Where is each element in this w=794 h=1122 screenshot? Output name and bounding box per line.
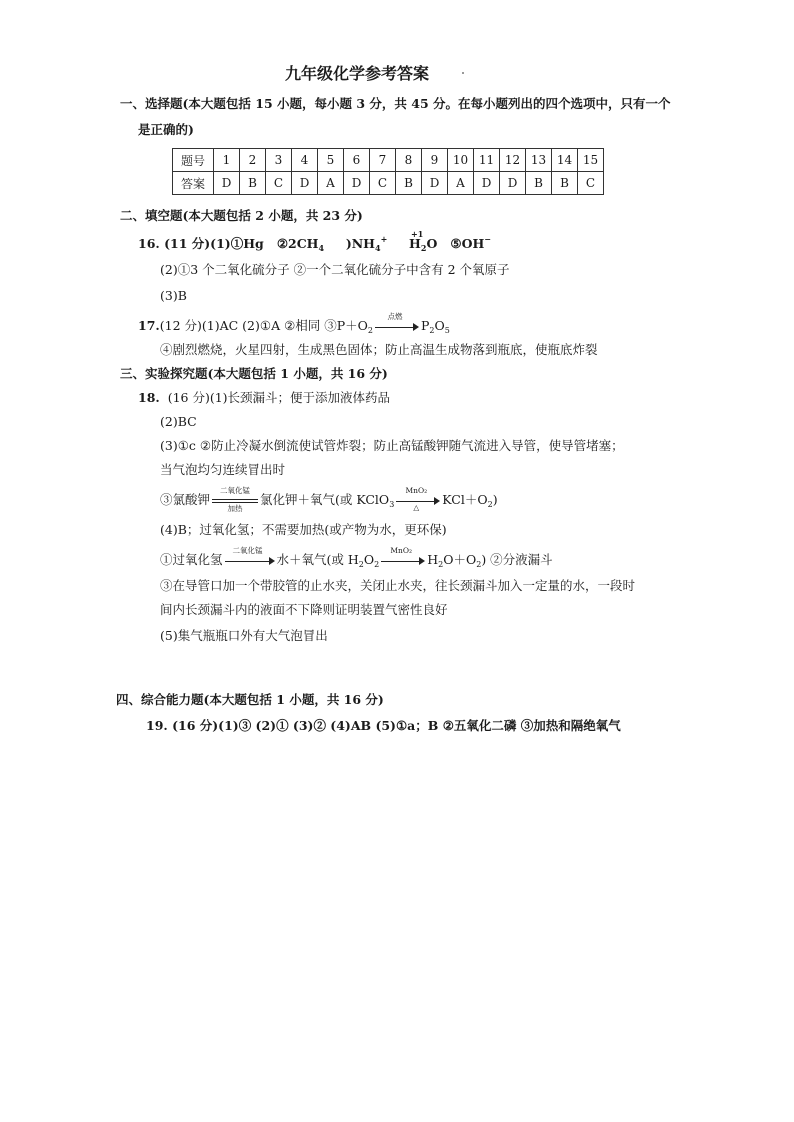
table-cell-number: 15 [578,149,604,172]
q18-l5c-sub: 2 [487,500,493,509]
q18-l7c: H [427,552,439,567]
reaction-arrow [225,545,275,568]
q18-l5b: 氯化钾＋氧气(或 KClO [260,492,390,507]
q16-part2: ②2CH [276,236,319,251]
q18-l7c-sub2: 2 [476,560,482,569]
table-cell-number: 4 [292,149,318,172]
table-cell-number: 2 [240,149,266,172]
answer-table [172,148,604,195]
q18-l5d: ) [492,492,498,507]
q16-line1 [138,229,491,253]
table-cell-number: 11 [474,149,500,172]
q18-l7b: 水＋氧气(或 H [276,552,359,567]
q18-l7c-sub: 2 [438,560,444,569]
q18-number: 18. [138,390,160,405]
q16-part5-sup: − [484,234,491,244]
table-cell-number: 5 [318,149,344,172]
table-cell-answer: A [318,172,344,195]
q18-l7b-sub2: 2 [374,560,380,569]
q18-line5 [160,485,498,513]
scan-dot [462,72,464,74]
q18-line10: (5)集气瓶瓶口外有大气泡冒出 [160,628,328,643]
q17-part-b: P [421,318,430,333]
table-cell-answer: B [552,172,578,195]
q18-l7b2: O [363,552,375,567]
q16-part3: )NH [345,236,375,251]
table-cell-number: 14 [552,149,578,172]
q18-line3: (3)①c ②防止冷凝水倒流使试管炸裂；防止高锰酸钾随气流进入导管，使导管堵塞； [160,438,624,453]
section1-heading-cont: 是正确的) [138,122,194,137]
q17-part-b2: O [434,318,445,333]
q16-part4-sub: 2 [420,243,427,253]
q17-part-b-sub2: 5 [444,326,450,335]
table-cell-answer: D [422,172,448,195]
table-cell-number: 10 [448,149,474,172]
table-row-numbers [173,149,604,172]
table-cell-answer: C [266,172,292,195]
q18-line4: 当气泡均匀连续冒出时 [160,462,286,477]
table-cell-number: 6 [344,149,370,172]
q16-part4b: O [426,236,438,251]
q16-part4-sup: +1 [411,229,424,239]
q18-l1: (16 分)(1)长颈漏斗；便于添加液体药品 [167,390,391,405]
q16-part4: H [409,236,421,251]
line-condition-above: 二氧化锰 [220,485,251,495]
table-cell-answer: B [396,172,422,195]
q19-line: 19. (16 分)(1)③ (2)① (3)② (4)AB (5)①a；B ②五氧化二磷 ③加热和隔绝氧气 [146,718,621,733]
table-cell-answer: C [370,172,396,195]
table-cell-answer: B [240,172,266,195]
q17-number: 17. [138,318,160,333]
q18-line7 [160,545,553,570]
q18-line8: ③在导管口加一个带胶管的止水夹，关闭止水夹，往长颈漏斗加入一定量的水，一段时 [160,578,636,593]
table-cell-number: 9 [422,149,448,172]
q16-part5: ⑤OH [450,236,485,251]
q18-l5c: KCl＋O [442,492,488,507]
q17-part-a: (12 分)(1)AC (2)①A ②相同 ③P＋O [159,318,368,333]
table-row-answers [173,172,604,195]
line-condition-below: 加热 [227,503,243,513]
table-header-answer: 答案 [173,172,214,195]
q18-l7c2: O＋O [443,552,477,567]
table-cell-number: 8 [396,149,422,172]
q18-l7a: ①过氧化氢 [160,552,223,567]
q18-line9: 间内长颈漏斗内的液面不下降则证明装置气密性良好 [160,602,448,617]
table-cell-answer: D [292,172,318,195]
q17-part-b-sub1: 2 [429,326,435,335]
arrow-condition: MnO₂ [390,545,413,555]
section2-heading: 二、填空题(本大题包括 2 小题，共 23 分) [120,208,363,223]
reaction-arrow [396,485,440,512]
table-cell-answer: D [474,172,500,195]
arrow-condition: 点燃 [387,311,403,321]
q16-part3-sub: 4 [375,243,381,253]
q18-line2: (2)BC [160,414,197,429]
table-cell-answer: B [526,172,552,195]
section1-heading: 一、选择题(本大题包括 15 小题，每小题 3 分，共 45 分。在每小题列出的四个选项中，只有一个 [120,96,671,111]
arrow-condition-below: △ [413,502,420,512]
q16-number: 16. [138,236,160,251]
section4-heading: 四、综合能力题(本大题包括 1 小题，共 16 分) [116,692,384,707]
reaction-arrow [375,311,419,334]
page-title: 九年级化学参考答案 [285,64,430,83]
q16-part1: (11 分)(1)①Hg [164,236,264,251]
q17-part-a-sub: 2 [367,326,373,335]
table-cell-answer: D [344,172,370,195]
table-cell-number: 3 [266,149,292,172]
section3-heading: 三、实验探究题(本大题包括 1 小题，共 16 分) [120,366,388,381]
q16-part3-sup: + [380,234,388,244]
q17-line1 [138,311,450,336]
q18-l7b-sub: 2 [358,560,364,569]
table-cell-answer: A [448,172,474,195]
table-cell-number: 12 [500,149,526,172]
q18-line1 [138,390,390,406]
reaction-arrow [381,545,425,568]
q16-part2-sub: 4 [318,243,325,253]
q18-l5a: ③氯酸钾 [160,492,211,507]
table-cell-answer: D [500,172,526,195]
arrow-condition: 二氧化锰 [232,545,263,555]
table-cell-number: 13 [526,149,552,172]
q18-l5b-sub: 3 [389,500,395,509]
table-cell-answer: D [214,172,240,195]
table-header-number: 题号 [173,149,214,172]
q18-l7d: ) ②分液漏斗 [481,552,553,567]
reaction-double-line [212,485,258,513]
arrow-condition: MnO₂ [405,485,428,495]
table-cell-number: 1 [214,149,240,172]
table-cell-answer: C [578,172,604,195]
q16-line2: (2)①3 个二氧化硫分子 ②一个二氧化硫分子中含有 2 个氧原子 [160,262,510,277]
q18-line6: (4)B；过氧化氢；不需要加热(或产物为水，更环保) [160,522,447,537]
q17-line2: ④剧烈燃烧，火星四射，生成黑色固体；防止高温生成物落到瓶底，使瓶底炸裂 [160,342,598,357]
table-cell-number: 7 [370,149,396,172]
q16-line3: (3)B [160,288,187,303]
